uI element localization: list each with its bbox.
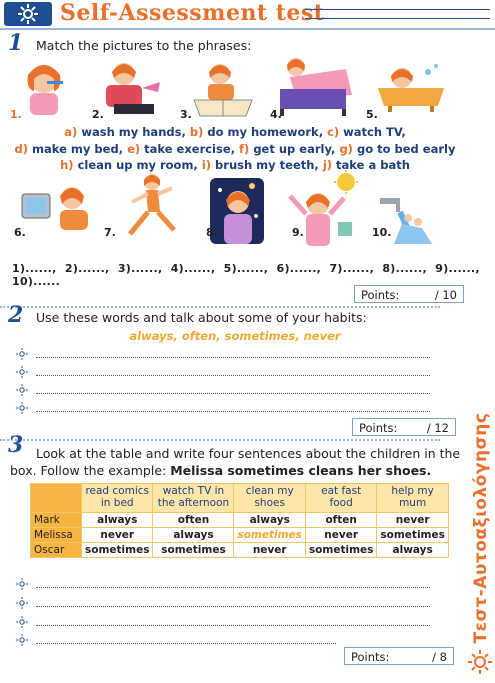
points-label: Points: <box>361 288 400 302</box>
sun-bullet-icon <box>16 348 28 360</box>
exercise-2-instruction: Use these words and talk about some of your habits: <box>36 310 367 325</box>
phrase-text: go to bed early <box>356 142 456 156</box>
table-row <box>31 513 449 528</box>
phrase-letter: h) <box>60 158 74 172</box>
table-cell: always <box>377 543 448 558</box>
section-divider <box>0 306 440 308</box>
picture-clean-room <box>96 58 166 116</box>
answer-slot[interactable]: 8)......, <box>382 262 427 275</box>
instruction-text: box. Follow the example: <box>10 463 167 478</box>
table-cell: sometimes <box>305 543 376 558</box>
table-cell: never <box>82 528 153 543</box>
picture-label: 10. <box>372 226 392 239</box>
points-label: Points: <box>351 650 390 664</box>
picture-homework <box>190 60 256 118</box>
picture-label: 5. <box>366 108 378 121</box>
phrase-text: watch TV, <box>343 125 406 139</box>
title-decoration <box>305 9 490 19</box>
picture-label: 8. <box>206 226 218 239</box>
table-cell: never <box>234 543 305 558</box>
exercise-3-number: 3 <box>8 432 24 458</box>
phrase-text: wash my hands, <box>81 125 186 139</box>
column-header: clean my shoes <box>234 484 305 513</box>
answer-slot[interactable]: 6)......, <box>276 262 322 275</box>
side-label-text: Τεστ-Αυτοαξιολόγησης <box>471 412 491 644</box>
sun-bullet-icon <box>16 634 28 646</box>
row-name: Melissa <box>31 528 82 543</box>
table-cell: never <box>305 528 376 543</box>
points-box-3 <box>344 647 454 665</box>
sun-icon <box>17 3 39 25</box>
sun-bullet-icon <box>16 616 28 628</box>
answer-slot[interactable]: 7)......, <box>329 262 375 275</box>
answer-slot[interactable]: 4)......, <box>170 262 216 275</box>
column-header: read comics in bed <box>82 484 153 513</box>
phrases-line-3 <box>0 158 470 172</box>
table-corner <box>31 484 82 513</box>
table-cell: always <box>82 513 153 528</box>
phrase-text: brush my teeth, <box>215 158 319 172</box>
phrases-line-2 <box>0 142 470 156</box>
row-name: Oscar <box>31 543 82 558</box>
table-cell: often <box>305 513 376 528</box>
exercise-1-number: 1 <box>8 30 24 56</box>
sun-corner-icon <box>468 650 492 674</box>
picture-label: 7. <box>104 226 116 239</box>
table-row <box>31 543 449 558</box>
writing-line[interactable] <box>36 587 430 588</box>
phrases-line-1 <box>0 125 470 139</box>
sun-bullet-icon <box>16 366 28 378</box>
row-name: Mark <box>31 513 82 528</box>
header-rule <box>0 28 495 30</box>
answer-slot[interactable]: 3)......, <box>117 262 163 275</box>
table-cell-highlighted: sometimes <box>234 528 305 543</box>
table-row <box>31 528 449 543</box>
picture-label: 9. <box>292 226 304 239</box>
exercise-3-instruction-line2 <box>10 463 431 478</box>
writing-line[interactable] <box>36 375 430 376</box>
habits-table <box>30 483 449 558</box>
sun-bullet-icon <box>16 597 28 609</box>
table-cell: always <box>234 513 305 528</box>
section-divider <box>0 439 440 441</box>
writing-line[interactable] <box>36 606 430 607</box>
phrase-letter: e) <box>127 142 141 156</box>
writing-line[interactable] <box>36 393 430 394</box>
picture-label: 6. <box>14 226 26 239</box>
phrase-text: clean up my room, <box>77 158 198 172</box>
writing-line[interactable] <box>36 643 336 644</box>
table-cell: often <box>153 513 234 528</box>
phrase-letter: b) <box>189 125 204 139</box>
answer-slot[interactable]: 1)......, <box>12 262 57 275</box>
phrase-letter: f) <box>239 142 250 156</box>
exercise-1-instruction: Match the pictures to the phrases: <box>36 38 252 53</box>
example-sentence: Melissa sometimes cleans her shoes. <box>170 463 432 478</box>
phrase-letter: c) <box>327 125 340 139</box>
table-cell: sometimes <box>377 528 448 543</box>
answer-slot[interactable]: 2)......, <box>64 262 110 275</box>
picture-label: 3. <box>180 108 192 121</box>
table-cell: always <box>153 528 234 543</box>
table-cell: sometimes <box>153 543 234 558</box>
answer-slot[interactable]: 5)......, <box>223 262 269 275</box>
answer-slot[interactable]: 9)......, <box>435 262 480 275</box>
phrase-letter: j) <box>322 158 333 172</box>
picture-exercise <box>118 172 182 244</box>
phrase-text: take a bath <box>336 158 410 172</box>
exercise-2-number: 2 <box>8 302 24 328</box>
points-total: / 12 <box>426 421 449 435</box>
sun-bullet-icon <box>16 578 28 590</box>
picture-label: 4. <box>270 108 282 121</box>
phrase-text: get up early, <box>253 142 336 156</box>
writing-line[interactable] <box>36 357 430 358</box>
table-cell: never <box>377 513 448 528</box>
phrase-letter: i) <box>201 158 212 172</box>
phrase-text: take exercise, <box>144 142 236 156</box>
phrase-letter: g) <box>339 142 353 156</box>
picture-make-bed <box>276 55 354 117</box>
points-total: / 10 <box>434 288 457 302</box>
phrase-letter: d) <box>14 142 29 156</box>
frequency-words: always, often, sometimes, never <box>129 329 341 343</box>
logo-badge <box>4 2 52 26</box>
exercise-3-instruction-line1: Look at the table and write four sentences about the children in the <box>36 446 461 461</box>
points-label: Points: <box>359 421 398 435</box>
sun-bullet-icon <box>16 384 28 396</box>
answer-slot[interactable]: 10)...... <box>12 275 61 288</box>
table-header-row <box>31 484 449 513</box>
column-header: watch TV in the afternoon <box>153 484 234 513</box>
picture-label: 1. <box>10 108 22 121</box>
points-box-1 <box>354 285 464 303</box>
picture-brush-teeth <box>14 55 74 117</box>
picture-watch-tv <box>18 182 94 232</box>
writing-line[interactable] <box>36 625 430 626</box>
writing-line[interactable] <box>36 411 430 412</box>
column-header: help my mum <box>377 484 448 513</box>
sun-bullet-icon <box>16 402 28 414</box>
phrase-letter: a) <box>64 125 78 139</box>
phrase-text: make my bed, <box>32 142 124 156</box>
picture-label: 2. <box>92 108 104 121</box>
table-cell: sometimes <box>82 543 153 558</box>
phrase-text: do my homework, <box>207 125 324 139</box>
page-title: Self-Assessment test <box>60 0 325 26</box>
side-label <box>466 408 495 648</box>
points-box-2 <box>352 418 456 436</box>
points-total: / 8 <box>432 650 447 664</box>
picture-take-bath <box>374 62 448 114</box>
column-header: eat fast food <box>305 484 376 513</box>
